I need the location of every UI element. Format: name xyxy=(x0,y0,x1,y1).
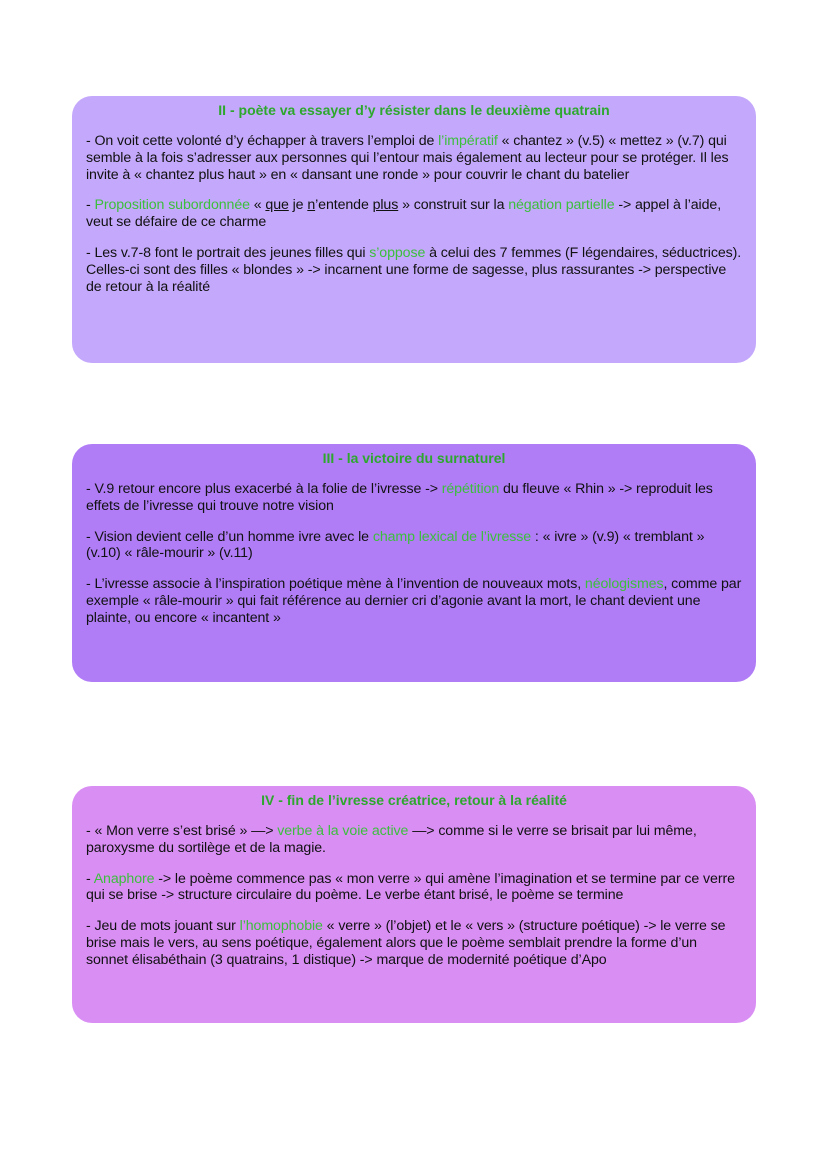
text-segment: - xyxy=(86,870,94,887)
text-segment: - On voit cette volonté d’y échapper à travers l’emploi de xyxy=(86,133,439,149)
section-title: III - la victoire du surnaturel xyxy=(322,450,506,466)
bullet-paragraph xyxy=(86,871,742,905)
text-segment: —> comme si le verre se brisait par lui même, paroxysme du sortilège et de la magie. xyxy=(86,823,697,856)
section-title: IV - fin de l’ivresse créatrice, retour à la réalité xyxy=(261,792,567,808)
bullet-paragraph xyxy=(86,529,742,563)
text-segment: « chantez » (v.5) « mettez » (v.7) qui semble à la fois s’adresser aux personnes qui l’entour mais également au lecteur pour se protéger. Il les invite à « chantez plus haut » en « dansant une ronde » pour couvrir le chant du batelier xyxy=(86,133,729,183)
text-segment: - V.9 retour encore plus exacerbé à la folie de l’ivresse -> xyxy=(86,481,442,497)
text-segment: » construit sur la xyxy=(398,197,509,214)
underlined-word: que xyxy=(265,197,289,214)
text-segment: « xyxy=(249,197,266,214)
highlighted-term: Proposition subordonnée xyxy=(94,197,250,214)
highlighted-term: Anaphore xyxy=(93,870,155,887)
section-body xyxy=(86,481,742,627)
section-card-ii xyxy=(72,96,756,363)
bullet-paragraph xyxy=(86,576,742,626)
highlighted-term: répétition xyxy=(441,481,500,497)
text-segment: - « Mon verre s’est brisé » —> xyxy=(86,823,278,839)
text-segment: -> appel à l’aide, veut se défaire de ce charme xyxy=(86,197,722,231)
highlighted-term: néologismes xyxy=(584,576,664,593)
highlighted-term: verbe à la voie active xyxy=(277,823,409,839)
text-segment: -> le poème commence pas « mon verre » qui amène l’imagination et se termine par ce verre qui se brise -> structure circulaire du poème. Le verbe étant brisé, le poème se termine xyxy=(86,870,735,904)
text-segment: je xyxy=(288,197,308,214)
text-segment: - Jeu de mots jouant sur xyxy=(86,918,240,935)
bullet-paragraph xyxy=(86,197,742,231)
text-segment: à celui des 7 femmes (F légendaires, séductrices). Celles-ci sont des filles « blondes » -> incarnent une forme de sagesse, plus rassurantes -> perspective de retour à la réalité xyxy=(86,244,742,295)
bullet-paragraph xyxy=(86,918,742,968)
highlighted-term: l’impératif xyxy=(438,133,498,149)
highlighted-term: s’oppose xyxy=(369,244,426,261)
text-segment: , comme par exemple « râle-mourir » qui fait référence au dernier cri d’agonie avant la mort, le chant devient une plainte, ou encore « incantent » xyxy=(86,576,742,626)
highlighted-term: l’homophobie xyxy=(239,918,323,935)
bullet-paragraph xyxy=(86,133,742,183)
highlighted-term: négation partielle xyxy=(508,197,615,214)
text-segment: - L’ivresse associe à l’inspiration poétique mène à l’invention de nouveaux mots, xyxy=(86,576,585,593)
text-segment: - Les v.7-8 font le portrait des jeunes filles qui xyxy=(86,244,370,261)
text-segment: - xyxy=(86,197,95,214)
bullet-paragraph xyxy=(86,823,742,857)
text-segment: « verre » (l’objet) et le « vers » (structure poétique) -> le verre se brise mais le vers, au sens poétique, également alors que le poème semblait prendre la forme d’un sonnet élisabéthain (3 quatrains, 1 distique) -> marque de modernité poétique d’Apo xyxy=(86,918,726,968)
text-segment: : « ivre » (v.9) « tremblant » (v.10) « râle-mourir » (v.11) xyxy=(86,528,705,562)
section-card-iii xyxy=(72,444,756,682)
text-segment: - Vision devient celle d’un homme ivre avec le xyxy=(86,528,373,545)
section-title: II - poète va essayer d’y résister dans le deuxième quatrain xyxy=(218,102,610,118)
underlined-word: plus xyxy=(372,197,399,214)
bullet-paragraph xyxy=(86,245,742,295)
bullet-paragraph xyxy=(86,481,742,515)
text-segment: ’entende xyxy=(315,197,373,214)
highlighted-term: champ lexical de l’ivresse xyxy=(372,528,532,545)
text-segment: du fleuve « Rhin » -> reproduit les effets de l’ivresse qui trouve notre vision xyxy=(86,481,713,514)
section-card-iv xyxy=(72,786,756,1023)
underlined-word: n xyxy=(307,197,316,214)
section-body xyxy=(86,133,742,295)
section-body xyxy=(86,823,742,969)
